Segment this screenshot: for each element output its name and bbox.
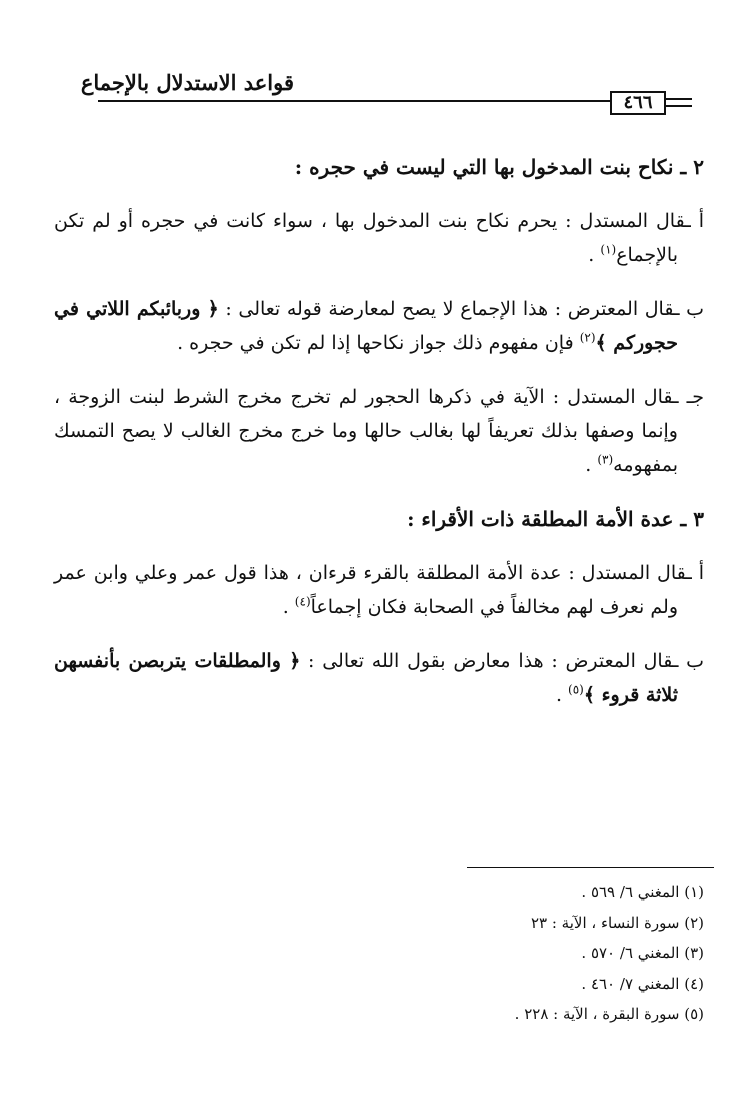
paragraph-label: ب ـ (672, 650, 704, 672)
footnote-ref[interactable]: (٥) (568, 682, 584, 697)
paragraph-text: قال المستدل : يحرم نكاح بنت المدخول بها ، سواء كانت في حجره أو لم تكن بالإجماع (54, 210, 686, 266)
section-heading: ٢ ـ نكاح بنت المدخول بها التي ليست في حجره : (294, 155, 704, 179)
quran-verse: ﴿ والمطلقات يتربصن بأنفسهن ثلاثة قروء ﴾ (54, 650, 678, 706)
footnote: (٢) سورة النساء ، الآية : ٢٣ (530, 913, 704, 932)
footnote: (٤) المغني ٧/ ٤٦٠ . (581, 974, 704, 993)
paragraph (54, 292, 704, 360)
footnote: (١) المغني ٦/ ٥٦٩ . (581, 883, 704, 901)
paragraph (54, 556, 704, 624)
footnote: (٣) المغني ٦/ ٥٧٠ . (581, 944, 704, 962)
paragraph-end: . (282, 596, 295, 618)
paragraph (54, 204, 704, 272)
quran-verse: ﴿ وربائبكم اللاتي في حجوركم ﴾ (54, 298, 678, 354)
paragraph-text: فإن مفهوم ذلك جواز نكاحها إذا لم تكن في حجره . (177, 332, 580, 354)
paragraph-text: قال المعترض : هذا معارض بقول الله تعالى : (300, 650, 673, 672)
paragraph-end: . (555, 684, 569, 706)
section-heading: ٣ ـ عدة الأمة المطلقة ذات الأقراء : (407, 507, 704, 531)
footnote: (٥) سورة البقرة ، الآية : ٢٢٨ . (514, 1005, 704, 1023)
paragraph (54, 380, 704, 482)
paragraph-label: ب ـ (673, 298, 705, 320)
paragraph-label: أ ـ (686, 562, 704, 584)
paragraph-label: جـ ـ (673, 386, 704, 408)
footnote-ref[interactable]: (٤) (294, 594, 311, 609)
paragraph (54, 644, 704, 712)
paragraph-text: قال المعترض : هذا الإجماع لا يصح لمعارضة قوله تعالى : (218, 298, 674, 320)
paragraph-text: قال المستدل : الآية في ذكرها الحجور لم تخرج مخرج الشرط لبنت الزوجة ، وإنما وصفها بذلك تعريفاً لها بغالب حالها وما خرج مخرج الغالب لا يصح التمسك بمفهومه (54, 386, 678, 476)
page-number: ٤٦٦ (610, 91, 666, 115)
paragraph-end: . (588, 244, 601, 266)
running-header-title: قواعد الاستدلال بالإجماع (80, 70, 294, 95)
footnotes (444, 877, 704, 1030)
footnote-ref[interactable]: (٢) (579, 330, 596, 345)
paragraph-text: قال المستدل : عدة الأمة المطلقة بالقرء قرءان ، هذا قول عمر وعلي وابن عمر ولم نعرف لهم مخالفاً في الصحابة فكان إجماعاً (54, 562, 687, 618)
footnote-separator (467, 867, 714, 868)
footnote-ref[interactable]: (١) (600, 242, 617, 257)
main-text (54, 150, 704, 712)
header-rule (98, 100, 610, 102)
paragraph-label: أ ـ (685, 210, 704, 232)
header-double-rule (666, 98, 692, 107)
footnote-ref[interactable]: (٣) (597, 452, 614, 467)
paragraph-end: . (585, 454, 598, 476)
